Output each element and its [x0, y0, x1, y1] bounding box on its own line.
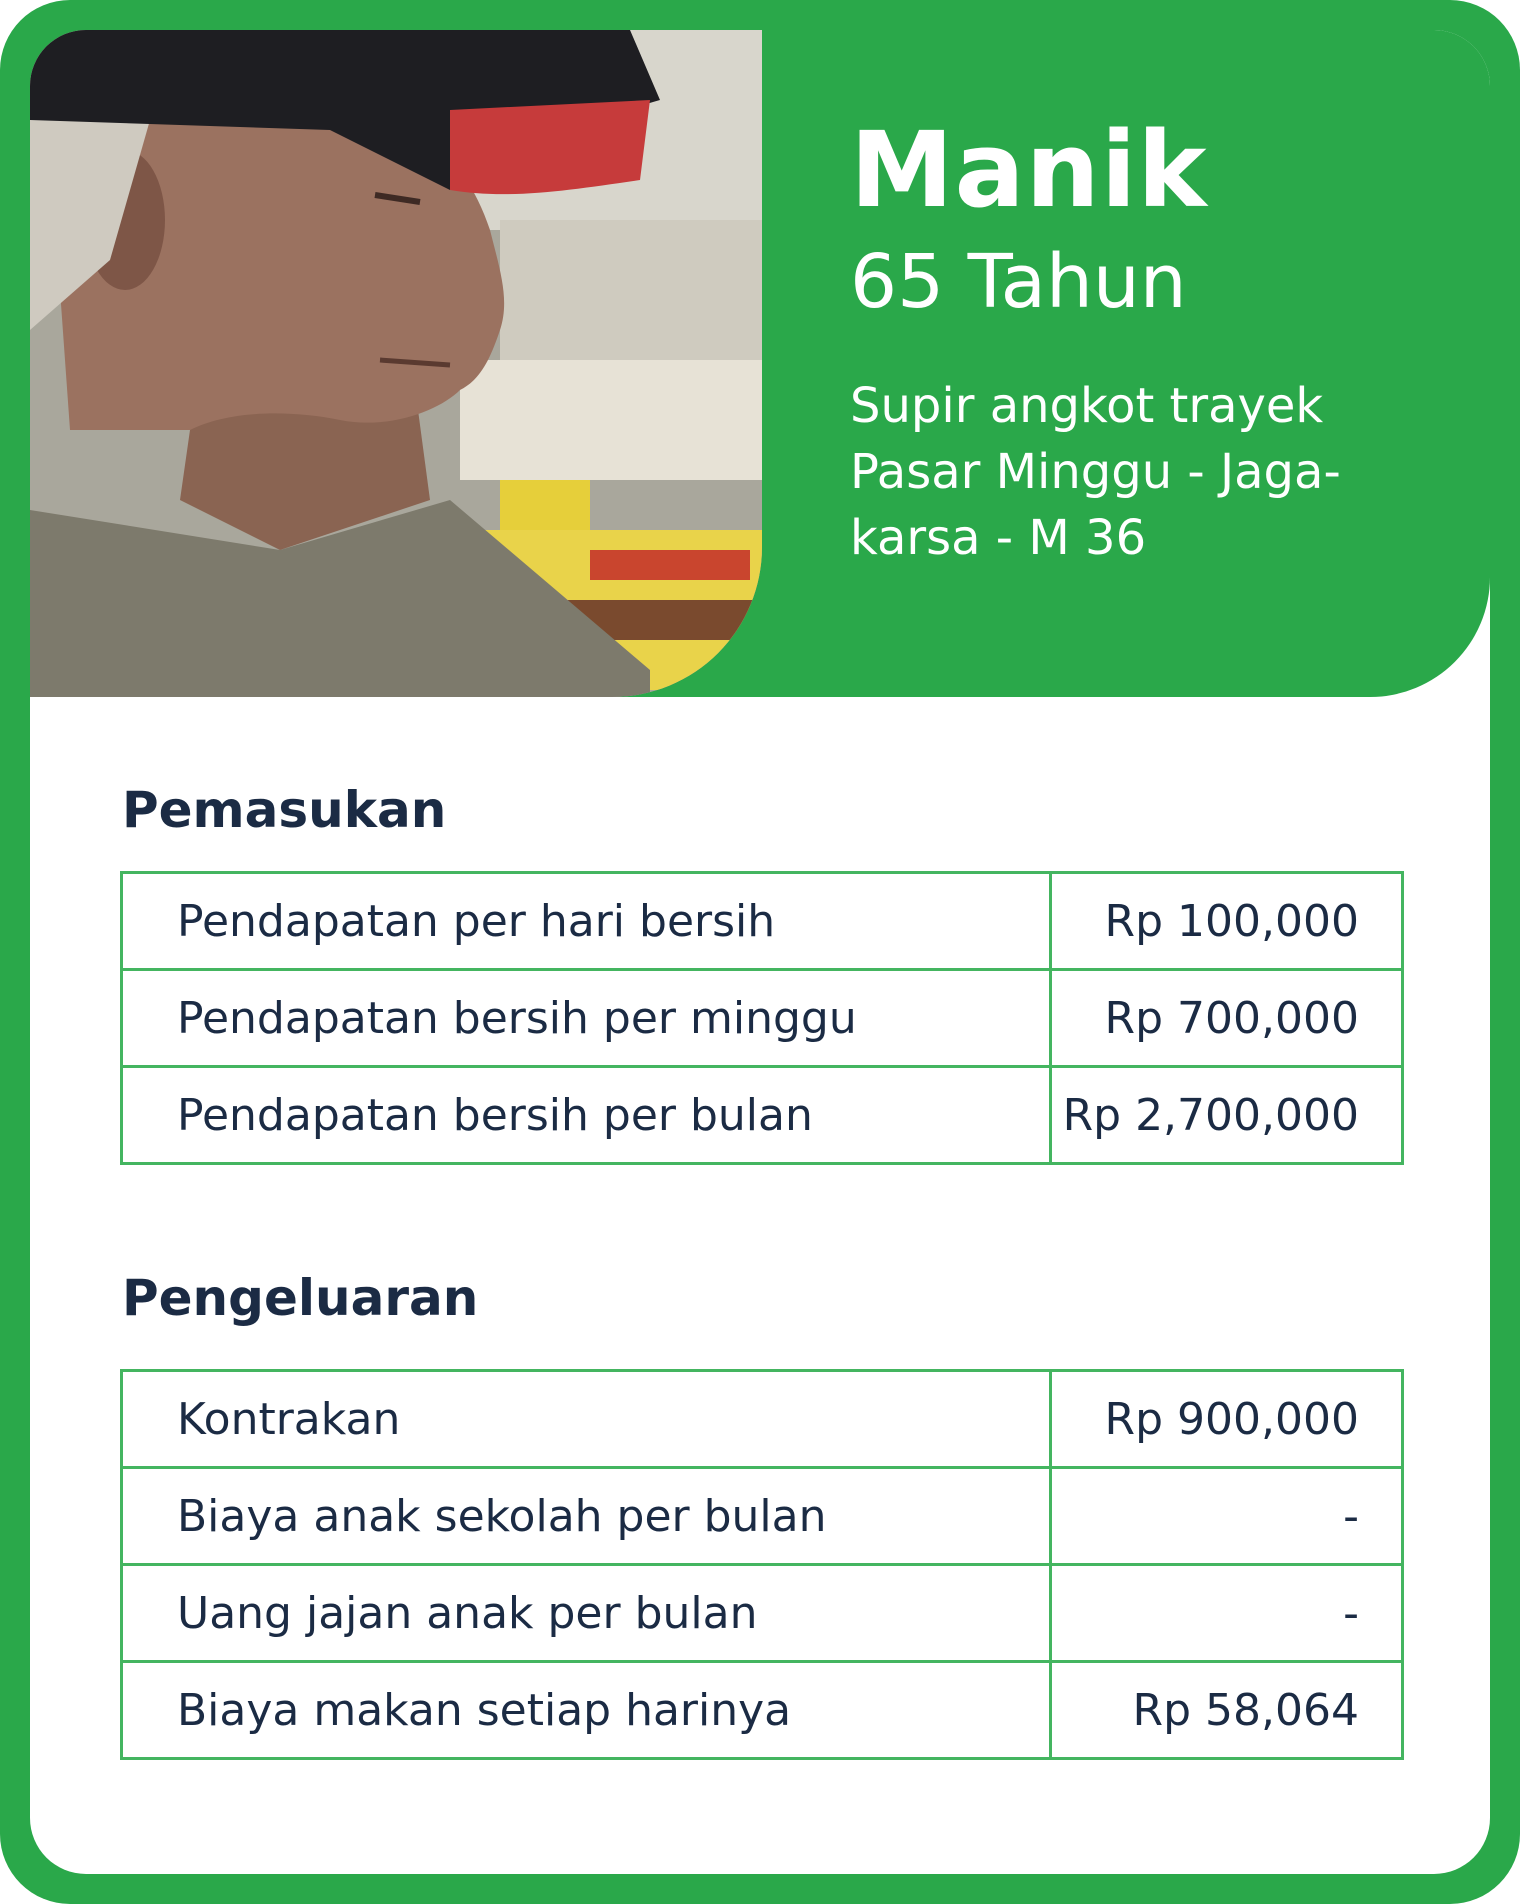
table-row — [122, 1371, 1403, 1468]
income-label: Pendapatan per hari bersih — [122, 873, 1051, 970]
table-row — [122, 970, 1403, 1067]
income-table — [120, 871, 1404, 1165]
income-value: Rp 700,000 — [1051, 970, 1403, 1067]
expenses-table — [120, 1369, 1404, 1760]
card-body — [30, 30, 1490, 1874]
profile-header — [30, 30, 1490, 697]
table-row — [122, 1067, 1403, 1164]
expense-label: Biaya anak sekolah per bulan — [122, 1468, 1051, 1565]
table-row — [122, 873, 1403, 970]
expense-label: Uang jajan anak per bulan — [122, 1565, 1051, 1662]
income-label: Pendapatan bersih per minggu — [122, 970, 1051, 1067]
portrait-image — [30, 30, 762, 697]
table-row — [122, 1662, 1403, 1759]
expense-label: Kontrakan — [122, 1371, 1051, 1468]
table-row — [122, 1565, 1403, 1662]
person-occupation: Supir angkot trayek Pasar Minggu - Jaga-karsa - M 36 — [850, 378, 1341, 566]
expense-value: - — [1051, 1565, 1403, 1662]
income-label: Pendapatan bersih per bulan — [122, 1067, 1051, 1164]
expense-label: Biaya makan setiap harinya — [122, 1662, 1051, 1759]
income-section-title: Pemasukan — [122, 781, 447, 839]
profile-photo — [30, 30, 762, 697]
expense-value: Rp 900,000 — [1051, 1371, 1403, 1468]
person-name: Manik — [850, 109, 1208, 231]
expense-value: Rp 58,064 — [1051, 1662, 1403, 1759]
table-row — [122, 1468, 1403, 1565]
person-age: 65 Tahun — [850, 239, 1187, 325]
expenses-section-title: Pengeluaran — [122, 1269, 479, 1327]
income-value: Rp 2,700,000 — [1051, 1067, 1403, 1164]
expense-value: - — [1051, 1468, 1403, 1565]
income-value: Rp 100,000 — [1051, 873, 1403, 970]
